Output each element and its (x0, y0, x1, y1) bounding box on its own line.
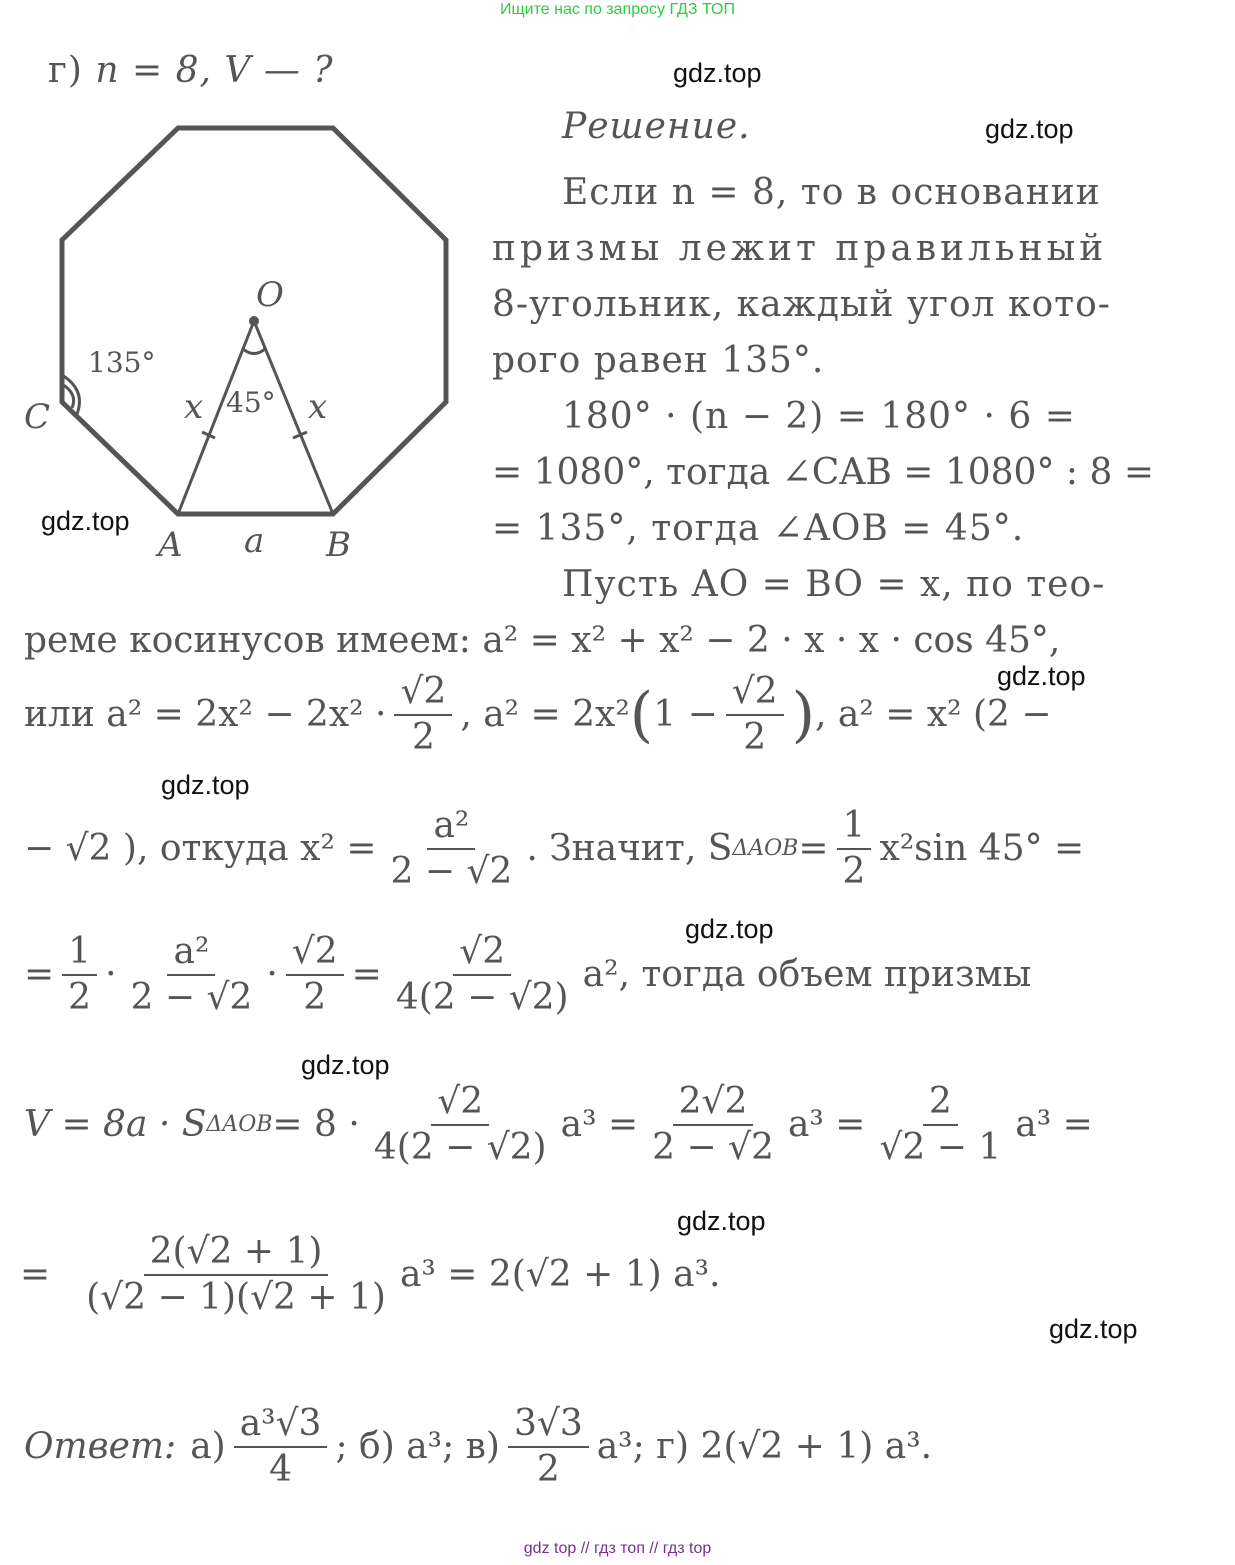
label-O: O (256, 275, 284, 315)
watermark: gdz.top (985, 114, 1074, 144)
subscript: ΔAOB (206, 1112, 273, 1138)
numerator: a² (167, 932, 215, 976)
denominator: 2 − √2 (130, 976, 253, 1018)
watermark: gdz.top (301, 1050, 390, 1080)
paren: ) (791, 679, 815, 750)
solution-line: = 135°, тогда ∠AOB = 45°. (492, 508, 1025, 549)
angle-arc-O (243, 349, 265, 354)
denominator: 2 (536, 1448, 560, 1490)
formula-text: a³; г) 2(√2 + 1) a³. (596, 1426, 933, 1468)
label-x-left: x (184, 387, 204, 427)
numerator: 2√2 (673, 1082, 754, 1126)
formula-text: x²sin 45° = (879, 828, 1085, 870)
formula-text: a³ = (560, 1104, 639, 1146)
formula-line-7 (24, 1082, 1093, 1167)
denominator: 4(2 − √2) (395, 976, 569, 1018)
answer-line (24, 1404, 932, 1489)
fraction (508, 1404, 589, 1489)
numerator: √2 (431, 1082, 489, 1126)
watermark: gdz.top (41, 506, 130, 536)
footer-links[interactable]: gdz top // гдз топ // гдз top (523, 1540, 712, 1557)
numerator: 2(√2 + 1) (144, 1232, 329, 1276)
fraction (390, 932, 575, 1017)
solution-line: реме косинусов имеем: a² = x² + x² − 2 · x · x · cos 45°, (24, 620, 1061, 661)
formula-text: = (798, 828, 829, 870)
fraction (286, 932, 344, 1017)
label-a: a (244, 521, 265, 561)
watermark: gdz.top (685, 914, 774, 944)
fraction (368, 1082, 553, 1167)
denominator: 4(2 − √2) (373, 1126, 547, 1168)
denominator: 2 − √2 (390, 850, 513, 892)
denominator: (√2 − 1)(√2 + 1) (86, 1276, 386, 1318)
answer-label: Ответ: (24, 1426, 177, 1468)
fraction (385, 806, 519, 891)
formula-text: = (351, 954, 382, 996)
formula-text: = (20, 1254, 51, 1296)
numerator: 3√3 (508, 1404, 589, 1448)
numerator: a³√3 (234, 1404, 328, 1448)
denominator: 2 (68, 976, 92, 1018)
formula-text: a³ = 2(√2 + 1) a³. (399, 1254, 721, 1296)
fraction (125, 932, 259, 1017)
denominator: √2 − 1 (879, 1126, 1002, 1168)
formula-text: ; б) a³; в) (335, 1426, 500, 1468)
watermark: gdz.top (997, 661, 1086, 691)
formula-text: . Значит, S (526, 828, 733, 870)
formula-line-6 (24, 932, 1031, 1017)
paren: ( (629, 679, 654, 750)
problem-label: г) (48, 50, 83, 91)
denominator: 2 (743, 716, 767, 758)
numerator: √2 (286, 932, 344, 976)
solution-line: 180° · (n − 2) = 180° · 6 = (562, 396, 1076, 437)
formula-text: , a² = x² (2 − (815, 694, 1052, 736)
formula-text: a³ = (787, 1104, 866, 1146)
fraction (234, 1404, 328, 1489)
label-angle-45: 45° (226, 386, 276, 419)
label-C: C (24, 397, 51, 437)
formula-text: · (105, 954, 117, 996)
fraction (80, 1232, 392, 1317)
watermark: gdz.top (1049, 1314, 1138, 1344)
formula-text: или a² = 2x² − 2x² · (24, 694, 387, 736)
fraction (394, 672, 452, 757)
label-angle-135: 135° (88, 346, 156, 379)
formula-text: a², тогда объем призмы (582, 954, 1032, 996)
numerator: 2 (923, 1082, 958, 1126)
denominator: 2 (842, 850, 866, 892)
label-x-right: x (308, 387, 328, 427)
formula-text: a³ = (1015, 1104, 1093, 1146)
numerator: a² (427, 806, 475, 850)
problem-header (48, 50, 334, 91)
numerator: 1 (837, 806, 872, 850)
octagon-figure (0, 100, 470, 580)
formula-text: 1 − (653, 694, 718, 736)
formula-text: V = 8a · S (24, 1104, 207, 1146)
solution-line: Пусть AO = BO = x, по тео- (562, 564, 1106, 605)
fraction (62, 932, 97, 1017)
numerator: √2 (394, 672, 452, 716)
denominator: 2 (303, 976, 327, 1018)
formula-text: а) (190, 1426, 226, 1468)
formula-text: · (266, 954, 278, 996)
search-banner[interactable]: Ищите нас по запросу ГДЗ ТОП (500, 1, 735, 18)
denominator: 2 − √2 (652, 1126, 774, 1168)
problem-condition: n = 8, V — ? (95, 50, 334, 91)
numerator: 1 (62, 932, 97, 976)
label-A: A (158, 525, 183, 565)
solution-line: Если n = 8, то в основании (562, 172, 1101, 213)
denominator: 4 (269, 1448, 293, 1490)
formula-text: , a² = 2x² (460, 694, 630, 736)
denominator: 2 (411, 716, 435, 758)
numerator: √2 (453, 932, 511, 976)
fraction (726, 672, 784, 757)
solution-heading: Решение. (562, 106, 751, 147)
point-O (249, 316, 259, 326)
formula-line-5 (24, 806, 1084, 891)
formula-text: = (24, 954, 55, 996)
numerator: √2 (726, 672, 784, 716)
formula-text: = 8 · (272, 1104, 360, 1146)
solution-line: призмы лежит правильный (492, 228, 1108, 269)
subscript: ΔAOB (732, 836, 799, 862)
fraction (646, 1082, 780, 1167)
watermark: gdz.top (161, 770, 250, 800)
formula-text: − √2 ), откуда x² = (24, 828, 377, 870)
fraction (837, 806, 872, 891)
fraction (873, 1082, 1007, 1167)
solution-line: 8-угольник, каждый угол кото- (492, 284, 1111, 325)
watermark: gdz.top (673, 58, 762, 88)
watermark: gdz.top (677, 1206, 766, 1236)
label-B: B (326, 525, 351, 565)
solution-line: = 1080°, тогда ∠CAB = 1080° : 8 = (492, 452, 1154, 493)
formula-line-8 (20, 1232, 720, 1317)
formula-line-4 (24, 672, 1052, 757)
solution-line: рого равен 135°. (492, 340, 825, 381)
